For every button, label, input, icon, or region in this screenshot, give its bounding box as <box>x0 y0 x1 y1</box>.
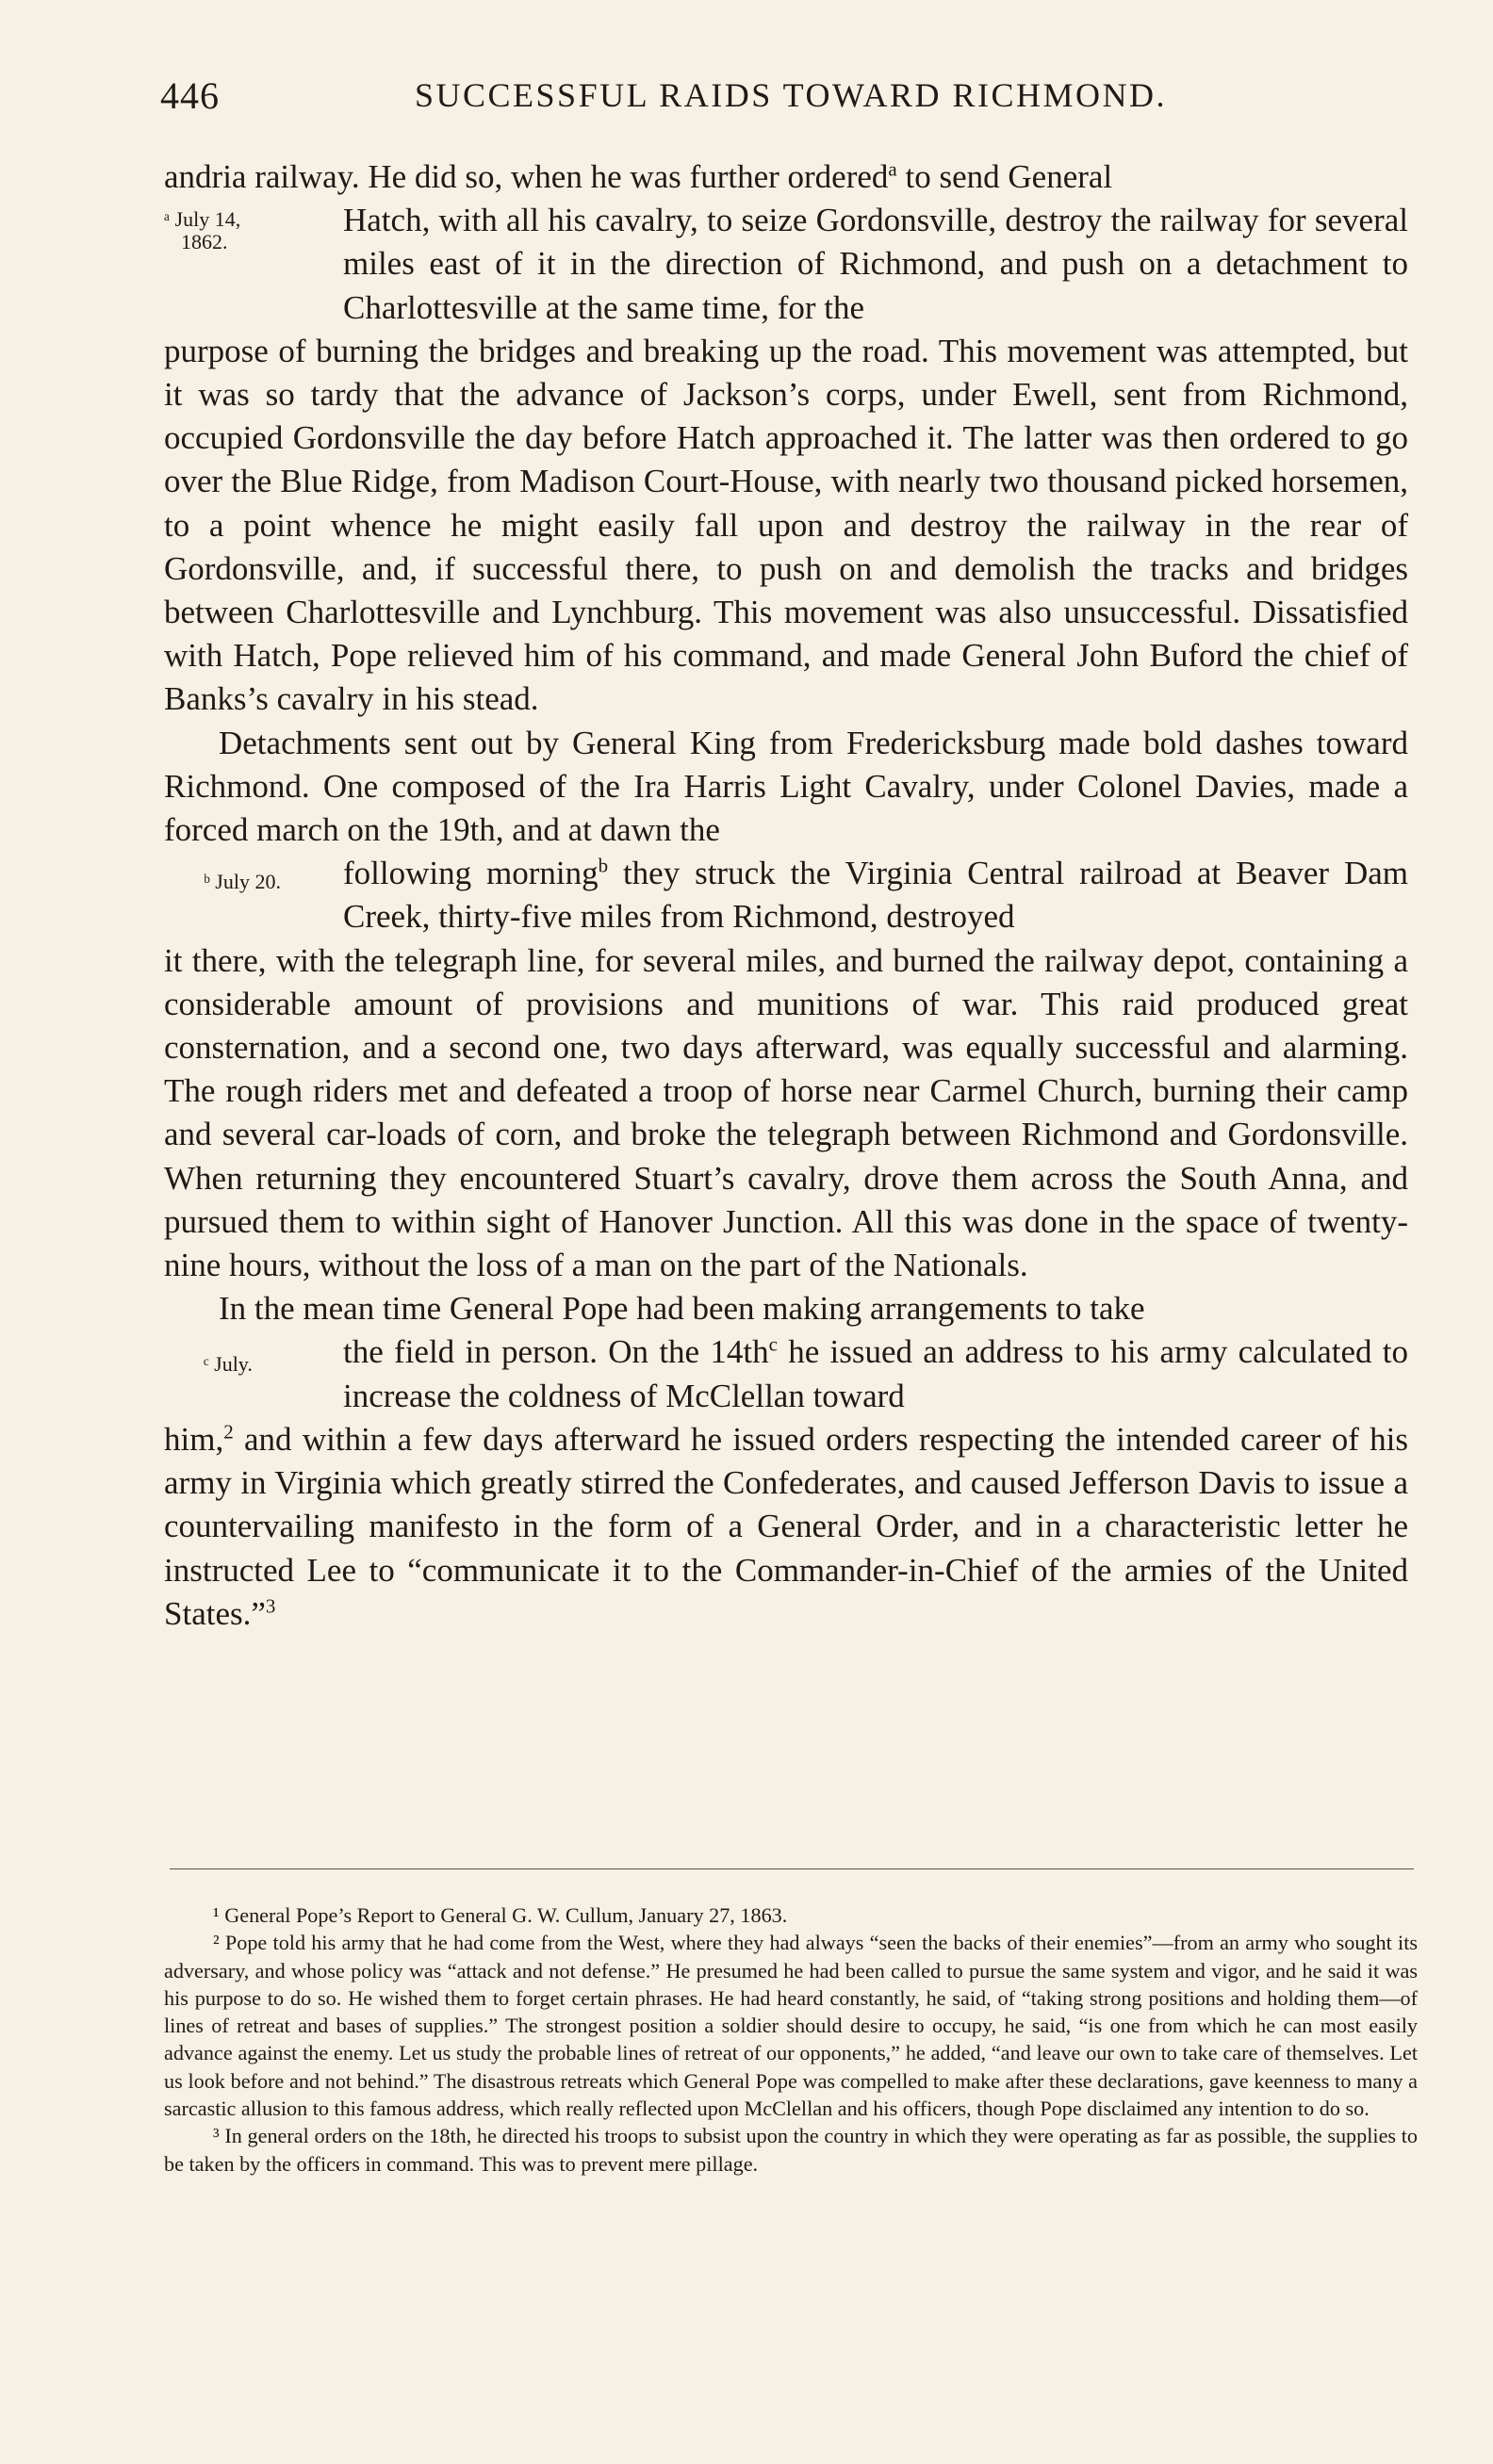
paragraph-3: In the mean time General Pope had been making arrangements to take <box>219 1290 1145 1328</box>
footnote-1: ¹ General Pope’s Report to General G. W. Cullum, January 27, 1863. <box>213 1903 788 1927</box>
body-line: andria railway. He did so, when he was further ordered <box>164 158 889 195</box>
footnotes <box>164 1901 1418 2178</box>
sidenote-a: ᵃ July 14, 1862. <box>164 207 241 254</box>
margin-ref-c: c <box>768 1332 778 1356</box>
body-text <box>164 155 1408 1636</box>
margin-ref-b: b <box>598 854 609 877</box>
paragraph-2-indented: following morning$^b$ they struck the Virginia Central railroad at Beaver Dam Creek, thirty-five miles from Richmond, destroyed <box>343 854 1408 936</box>
footnote-divider <box>170 1868 1414 1869</box>
paragraph-1 <box>164 155 1408 199</box>
sidenote-c: ᶜ July. <box>204 1352 253 1377</box>
margin-ref-a: a <box>888 157 897 181</box>
paragraph-3-indented: the field in person. On the $14th^c$ he issued an address to his army calculated to increase the coldness of McClellan toward <box>343 1332 1408 1414</box>
footnote-ref-2: 2 <box>223 1420 234 1444</box>
sidenote-b: ᵇ July 20. <box>204 870 281 894</box>
sidenote-block-c <box>164 1330 1408 1417</box>
page-number: 446 <box>160 74 220 117</box>
paragraph-1-rest: purpose of burning the bridges and breaking up the road. This movement was attempted, but it was so tardy that the advance of Jackson’s corps, under Ewell, sent from Richmond, occupied Gordonsville the day before Hatch approached it. The latter was then ordered to go over the Blue Ridge, from Madison Court-House, with nearly two thousand picked horsemen, to a point whence he might easily fall upon and destroy the railway in the rear of Gordonsville, and, if successful there, to push on and demolish the tracks and bridges between Charlottesville and Lynchburg. This movement was also unsuccessful. Dissatisfied with Hatch, Pope relieved him of his command, and made General John Buford the chief of Banks’s cavalry in his stead. <box>164 332 1408 718</box>
paragraph-2-rest: it there, with the telegraph line, for several miles, and burned the railway depot, containing a considerable amount of provisions and munitions of war. This raid produced great consternation, and a second one, two days afterward, was equally successful and alarming. The rough riders met and defeated a troop of horse near Carmel Church, burning their camp and several car-loads of corn, and broke the telegraph between Richmond and Gordonsville. When returning they encountered Stuart’s cavalry, drove them across the South Anna, and pursued them to within sight of Hanover Junction. All this was done in the space of twenty-nine hours, without the loss of a man on the part of the Nationals. <box>164 941 1408 1284</box>
footnote-3: ³ In general orders on the 18th, he directed his troops to subsist upon the country in which they were operating as far as possible, the supplies to be taken by the officers in command. This was to prevent mere pillage. <box>164 2124 1418 2176</box>
body-line: to send General <box>896 158 1113 195</box>
footnote-ref-3: 3 <box>265 1594 276 1618</box>
paragraph-1-indented: Hatch, with all his cavalry, to seize Gordonsville, destroy the railway for several miles east of it in the direction of Richmond, and push on a detachment to Charlottesville at the same time, for the <box>343 202 1408 326</box>
sidenote-block-a <box>164 199 1408 330</box>
running-title: SUCCESSFUL RAIDS TOWARD RICHMOND. <box>415 76 1167 114</box>
footnote-2: ² Pope told his army that he had come from the West, where they had always “seen the backs of their enemies”—from an army who sought its adversary, and whose policy was “attack and not defense.” He presumed he had been called to pursue the same system and vigor, and he said it was his purpose to do so. He wished them to forget certain phrases. He had heard constantly, he said, of “taking strong positions and holding them—of lines of retreat and bases of supplies.” The strongest position a soldier should desire to occupy, he said, “is one from which he can most easily advance against the enemy. Let us study the probable lines of retreat of our opponents,” he added, “and leave our own to take care of themselves. Let us look before and not behind.” The disastrous retreats which General Pope was compelled to make after these declarations, gave keenness to many a sarcastic allusion to this famous address, which really reflected upon McClellan and his officers, though Pope disclaimed any intention to do so. <box>164 1931 1418 2121</box>
page-header <box>160 73 1414 121</box>
paragraph-2: Detachments sent out by General King from Fredericksburg made bold dashes toward Richmond. One composed of the Ira Harris Light Cavalry, under Colonel Davies, made a forced march on the 19th, and at dawn the <box>164 724 1408 849</box>
sidenote-block-b <box>164 852 1408 938</box>
paragraph-3-rest: him,$^2$ and within a few days afterward he issued orders respecting the intended career of his army in Virginia which greatly stirred the Confederates, and caused Jefferson Davis to issue a countervailing manifesto in the form of a General Order, and in a characteristic letter he instructed Lee to “communicate it to the Commander-in-Chief of the armies of the United States.”$^3$ <box>164 1420 1408 1632</box>
